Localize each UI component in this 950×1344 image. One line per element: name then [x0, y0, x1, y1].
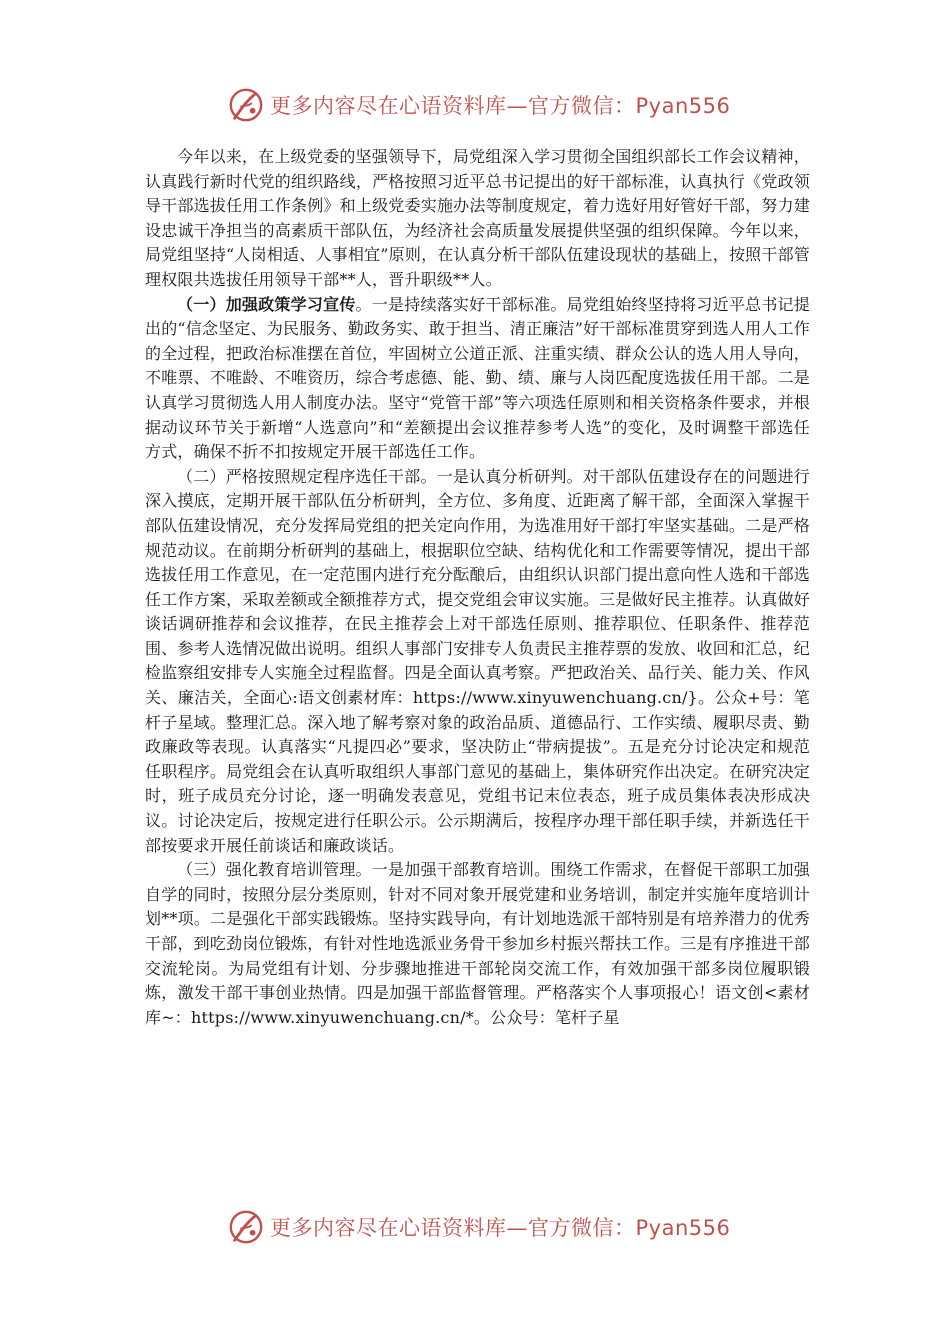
- footer-watermark-banner: [0, 1207, 950, 1247]
- paragraph-section-3: （三）强化教育培训管理。一是加强干部教育培训。围绕工作需求，在督促干部职工加强自学的同时，按照分层分类原则，针对不同对象开展党建和业务培训，制定并实施年度培训计划**项。二是强化干部实践锻炼。坚持实践导向，有计划地选派干部特别是有培养潜力的优秀干部，到吃劲岗位锻炼，有针对性地选派业务骨干参加乡村振兴帮扶工作。三是有序推进干部交流轮岗。为局党组有计划、分步骤地推进干部轮岗交流工作，有效加强干部多岗位履职锻炼，激发干部干事创业热情。四是加强干部监督管理。严格落实个人事项报心！语文创<素材库~：https://www.xinyuwenchuang.cn/*。公众号：笔杆子星: [145, 860, 810, 1027]
- paragraph-section-1: [145, 293, 810, 465]
- banner-text: 更多内容尽在心语资料库—官方微信：Pyan556: [270, 94, 731, 118]
- header-watermark-banner: [0, 85, 950, 125]
- paragraph-section-2: （二）严格按照规定程序选任干部。一是认真分析研判。对干部队伍建设存在的问题进行深入摸底，定期开展干部队伍分析研判，全方位、多角度、近距离了解干部，全面深入掌握干部队伍建设情况，充分发挥局党组的把关定向作用，为选准用好干部打牢坚实基础。二是严格规范动议。在前期分析研判的基础上，根据职位空缺、结构优化和工作需要等情况，提出干部选拔任用工作意见，在一定范围内进行充分酝酿后，由组织认识部门提出意向性人选和干部选任工作方案，采取差额或全额推荐方式，提交党组会审议实施。三是做好民主推荐。认真做好谈话调研推荐和会议推荐，在民主推荐会上对干部选任原则、推荐职位、任职条件、推荐范围、参考人选情况做出说明。组织人事部门安排专人负责民主推荐票的发放、收回和汇总，纪检监察组安排专人实施全过程监督。四是全面认真考察。严把政治关、品行关、能力关、作风关、廉洁关，全面心:语文创素材库：https://www.xinyuwenchuang.cn/}。公众+号：笔杆子星域。整理汇总。深入地了解考察对象的政治品质、道德品行、工作实绩、履职尽责、勤政廉政等表现。认真落实“凡提四必”要求，坚决防止“带病提拔”。五是充分讨论决定和规范任职程序。局党组会在认真听取组织人事部门意见的基础上，集体研究作出决定。在研究决定时，班子成员充分讨论，逐一明确发表意见，党组书记末位表态，班子成员集体表决形成决议。讨论决定后，按规定进行任职公示。公示期满后，按程序办理干部任职手续，并新选任干部按要求开展任前谈话和廉政谈话。: [145, 466, 810, 855]
- paragraph-intro: 今年以来，在上级党委的坚强领导下，局党组深入学习贯彻全国组织部长工作会议精神，认真践行新时代党的组织路线，严格按照习近平总书记提出的好干部标准，认真执行《党政领导干部选拔任用工作条例》和上级党委实施办法等制度规定，着力选好用好管好干部，努力建设忠诚干净担当的高素质干部队伍，为经济社会高质量发展提供坚强的组织保障。今年以来，局党组坚持“人岗相适、人事相宜”原则，在认真分析干部队伍建设现状的基础上，按照干部管理权限共选拔任用领导干部**人，晋升职级**人。: [145, 147, 810, 289]
- document-body: [145, 145, 810, 1030]
- logo-icon: [227, 86, 265, 124]
- section-1-text: 。一是持续落实好干部标准。局党组始终坚持将习近平总书记提出的“信念坚定、为民服务、勤政务实、敢于担当、清正廉洁”好干部标准贯穿到选人用人工作的全过程，把政治标准摆在首位，牢固树立公道正派、注重实绩、群众公认的选人用人导向，不唯票、不唯龄、不唯资历，综合考虑德、能、勤、绩、廉与人岗匹配度选拔任用干部。二是认真学习贯彻选人用人制度办法。坚守“党管干部”等六项选任原则和相关资格条件要求，并根据动议环节关于新增“人选意向”和“差额提出会议推荐参考人选”的变化，及时调整干部选任方式，确保不折不扣按规定开展干部选任工作。: [145, 294, 810, 462]
- banner-text: 更多内容尽在心语资料库—官方微信：Pyan556: [270, 1216, 731, 1240]
- section-1-heading: （一）加强政策学习宣传: [177, 294, 356, 314]
- logo-icon: [227, 1208, 265, 1246]
